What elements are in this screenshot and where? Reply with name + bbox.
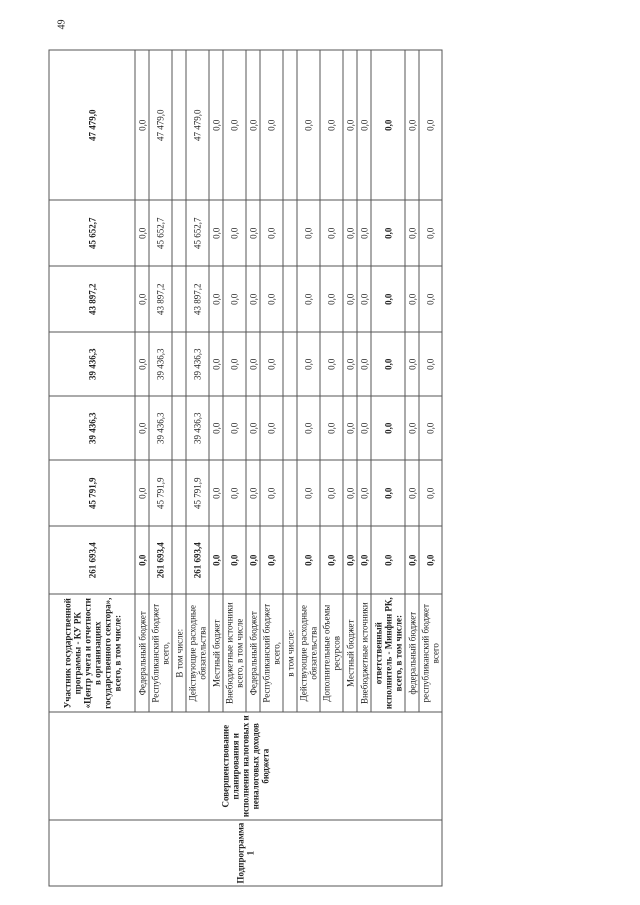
value-cell: 0,0	[209, 332, 223, 396]
value-cell: 0,0	[260, 50, 283, 200]
row-label: Федеральный бюджет	[246, 594, 260, 712]
value-cell: 0,0	[343, 266, 357, 332]
value-cell: 0,0	[320, 266, 343, 332]
value-cell: 0,0	[297, 460, 320, 526]
value-cell: 0,0	[246, 266, 260, 332]
value-cell: 0,0	[371, 200, 405, 266]
value-cell	[283, 396, 297, 460]
value-cell: 39 436,3	[186, 396, 209, 460]
row-label: В том числе:	[172, 594, 186, 712]
value-cell: 0,0	[135, 332, 149, 396]
value-cell: 0,0	[419, 460, 442, 526]
value-cell: 0,0	[297, 266, 320, 332]
table-row	[49, 50, 135, 886]
value-cell: 0,0	[320, 526, 343, 594]
value-cell: 0,0	[320, 50, 343, 200]
value-cell: 0,0	[320, 200, 343, 266]
value-cell: 45 652,7	[186, 200, 209, 266]
value-cell: 261 693,4	[49, 526, 135, 594]
value-cell: 0,0	[371, 526, 405, 594]
value-cell: 47 479,0	[49, 50, 135, 200]
value-cell: 0,0	[223, 332, 246, 396]
value-cell: 261 693,4	[186, 526, 209, 594]
value-cell: 0,0	[405, 332, 419, 396]
value-cell: 0,0	[320, 332, 343, 396]
budget-table	[49, 50, 443, 887]
value-cell: 0,0	[357, 200, 371, 266]
value-cell: 43 897,2	[149, 266, 172, 332]
value-cell: 0,0	[419, 526, 442, 594]
value-cell: 45 652,7	[49, 200, 135, 266]
page-number: 49	[56, 19, 68, 30]
value-cell	[172, 266, 186, 332]
row-label: федеральный бюджет	[405, 594, 419, 712]
value-cell: 0,0	[343, 460, 357, 526]
value-cell	[172, 526, 186, 594]
value-cell: 0,0	[371, 332, 405, 396]
value-cell: 0,0	[371, 50, 405, 200]
value-cell: 0,0	[419, 332, 442, 396]
value-cell: 0,0	[419, 200, 442, 266]
value-cell: 0,0	[297, 332, 320, 396]
value-cell: 0,0	[246, 460, 260, 526]
value-cell	[172, 50, 186, 200]
value-cell: 0,0	[209, 526, 223, 594]
value-cell: 0,0	[357, 266, 371, 332]
value-cell: 0,0	[260, 266, 283, 332]
value-cell: 0,0	[223, 200, 246, 266]
value-cell: 0,0	[357, 526, 371, 594]
row-label: Дополнительные объемы ресурсов	[320, 594, 343, 712]
value-cell	[283, 460, 297, 526]
value-cell: 0,0	[371, 396, 405, 460]
value-cell: 47 479,0	[149, 50, 172, 200]
value-cell: 39 436,3	[149, 332, 172, 396]
value-cell: 45 791,9	[186, 460, 209, 526]
value-cell: 0,0	[343, 50, 357, 200]
value-cell: 0,0	[223, 526, 246, 594]
subprogram-code: Подпрограмма 1	[49, 820, 442, 886]
value-cell: 0,0	[419, 266, 442, 332]
row-label: Действующие расходные обязательства	[186, 594, 209, 712]
value-cell: 0,0	[223, 396, 246, 460]
value-cell: 0,0	[343, 200, 357, 266]
value-cell: 39 436,3	[186, 332, 209, 396]
value-cell	[283, 526, 297, 594]
value-cell	[283, 332, 297, 396]
value-cell: 0,0	[135, 396, 149, 460]
value-cell: 0,0	[260, 200, 283, 266]
value-cell: 0,0	[223, 460, 246, 526]
value-cell	[283, 200, 297, 266]
value-cell: 0,0	[260, 526, 283, 594]
value-cell: 45 791,9	[149, 460, 172, 526]
row-label: Республиканский бюджет всего,	[149, 594, 172, 712]
value-cell: 0,0	[246, 526, 260, 594]
value-cell: 0,0	[405, 526, 419, 594]
value-cell: 0,0	[135, 526, 149, 594]
value-cell: 39 436,3	[149, 396, 172, 460]
rotated-page	[1, 0, 640, 905]
value-cell: 0,0	[357, 50, 371, 200]
value-cell	[283, 266, 297, 332]
value-cell	[172, 460, 186, 526]
value-cell: 0,0	[246, 396, 260, 460]
value-cell: 0,0	[223, 50, 246, 200]
row-label: Внебюджетные источники всего, в том числе	[223, 594, 246, 712]
value-cell: 0,0	[135, 460, 149, 526]
value-cell: 0,0	[405, 200, 419, 266]
value-cell: 0,0	[320, 460, 343, 526]
row-label: в том числе:	[283, 594, 297, 712]
value-cell	[172, 200, 186, 266]
value-cell: 0,0	[297, 200, 320, 266]
value-cell: 0,0	[246, 332, 260, 396]
value-cell: 0,0	[371, 460, 405, 526]
value-cell: 0,0	[343, 526, 357, 594]
row-label: Федеральный бюджет	[135, 594, 149, 712]
value-cell: 43 897,2	[49, 266, 135, 332]
value-cell: 0,0	[357, 332, 371, 396]
value-cell	[172, 396, 186, 460]
row-label: Действующие расходные обязательства	[297, 594, 320, 712]
value-cell	[172, 332, 186, 396]
value-cell: 0,0	[405, 396, 419, 460]
row-label: ответственный исполнитель - Минфин РК, всего, в том числе:	[371, 594, 405, 712]
value-cell: 0,0	[209, 460, 223, 526]
value-cell: 0,0	[405, 460, 419, 526]
value-cell: 0,0	[260, 396, 283, 460]
value-cell: 0,0	[357, 460, 371, 526]
row-label: Местный бюджет	[343, 594, 357, 712]
row-label: Участник государственной программы - КУ РК «Центр учета и отчетности в организациях государственного сектора», всего, в том числе:	[49, 594, 135, 712]
row-label: Местный бюджет	[209, 594, 223, 712]
row-label: Республиканский бюджет всего,	[260, 594, 283, 712]
value-cell: 0,0	[371, 266, 405, 332]
value-cell: 0,0	[223, 266, 246, 332]
value-cell: 0,0	[419, 396, 442, 460]
value-cell: 0,0	[297, 50, 320, 200]
value-cell	[283, 50, 297, 200]
value-cell: 0,0	[297, 526, 320, 594]
value-cell: 0,0	[297, 396, 320, 460]
row-label: Внебюджетные источники	[357, 594, 371, 712]
value-cell: 0,0	[405, 266, 419, 332]
value-cell: 0,0	[260, 332, 283, 396]
table-body	[49, 50, 442, 886]
value-cell: 0,0	[209, 396, 223, 460]
value-cell: 39 436,3	[49, 332, 135, 396]
value-cell: 45 791,9	[49, 460, 135, 526]
value-cell: 0,0	[419, 50, 442, 200]
value-cell: 0,0	[343, 332, 357, 396]
value-cell: 0,0	[135, 200, 149, 266]
subprogram-title: Совершенствование планирования и исполнения налоговых и неналоговых доходов бюджета	[49, 712, 442, 820]
value-cell: 261 693,4	[149, 526, 172, 594]
row-label: республиканский бюджет всего	[419, 594, 442, 712]
value-cell: 43 897,2	[186, 266, 209, 332]
value-cell: 0,0	[135, 266, 149, 332]
value-cell: 39 436,3	[49, 396, 135, 460]
value-cell: 45 652,7	[149, 200, 172, 266]
value-cell: 47 479,0	[186, 50, 209, 200]
value-cell: 0,0	[320, 396, 343, 460]
value-cell: 0,0	[260, 460, 283, 526]
value-cell: 0,0	[246, 200, 260, 266]
value-cell: 0,0	[209, 266, 223, 332]
value-cell: 0,0	[135, 50, 149, 200]
value-cell: 0,0	[343, 396, 357, 460]
value-cell: 0,0	[405, 50, 419, 200]
value-cell: 0,0	[209, 50, 223, 200]
value-cell: 0,0	[357, 396, 371, 460]
value-cell: 0,0	[209, 200, 223, 266]
value-cell: 0,0	[246, 50, 260, 200]
